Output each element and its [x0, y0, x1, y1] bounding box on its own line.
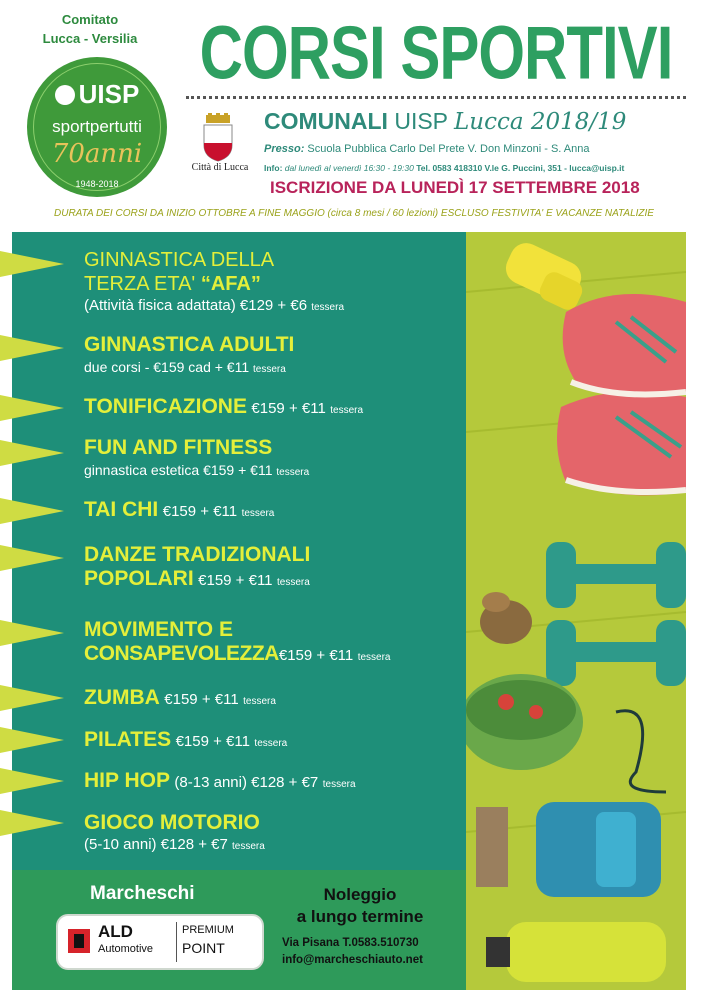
- tessera-label: tessera: [241, 508, 275, 519]
- course-afa-line2: [84, 272, 344, 296]
- logo-uisp: [27, 79, 167, 110]
- sponsor-address: Via Pisana T.0583.510730: [282, 937, 419, 949]
- logo-divider: [176, 922, 177, 962]
- course-arrow: [0, 498, 64, 524]
- water-bottle-icon: [486, 922, 666, 982]
- course-afa-line2-text: TERZA ETA': [84, 273, 196, 295]
- course-tai-chi: [84, 498, 274, 522]
- course-ginnastica-adulti: [84, 333, 294, 380]
- course-afa-sub-line: [84, 296, 344, 318]
- logo-years: 1948-2018: [75, 179, 119, 189]
- course-arrow: [0, 545, 64, 571]
- course-tonificazione: [84, 395, 363, 419]
- course-gioco-name: GIOCO MOTORIO: [84, 811, 260, 834]
- info-line: [264, 163, 624, 173]
- course-mov-line2-row: [84, 642, 391, 666]
- course-danze-line1: DANZE TRADIZIONALI: [84, 543, 311, 566]
- course-arrow: [0, 335, 64, 361]
- course-fun-name: FUN AND FITNESS: [84, 436, 273, 459]
- course-arrow: [0, 620, 64, 646]
- logo-anni: 70anni: [51, 139, 143, 169]
- tessera-label: tessera: [357, 652, 391, 663]
- noleggio-heading: [280, 884, 440, 928]
- course-hip-hop: [84, 769, 356, 793]
- tessera-label: tessera: [276, 467, 310, 478]
- course-danze-line2: POPOLARI: [84, 567, 194, 590]
- course-hiphop-name: HIP HOP: [84, 769, 170, 792]
- info-contact: Tel. 0583 418310 V.le G. Puccini, 351 - lucca@uisp.it: [416, 163, 625, 173]
- comunali-heading: [264, 108, 626, 135]
- presso-line: [264, 143, 590, 155]
- sponsor-email: info@marcheschiauto.net: [282, 954, 423, 966]
- presso-label: Presso:: [264, 143, 305, 155]
- course-hiphop-price: (8-13 anni) €128 + €7: [174, 774, 319, 791]
- course-arrow: [0, 685, 64, 711]
- course-mov-line1: MOVIMENTO E: [84, 618, 233, 641]
- course-zumba: [84, 686, 276, 710]
- comitato-line1: Comitato: [61, 12, 119, 27]
- course-adulti-name: GINNASTICA ADULTI: [84, 333, 295, 356]
- course-adulti-sub: due corsi - €159 cad + €11: [84, 359, 250, 375]
- comunali-uisp: UISP: [394, 108, 448, 134]
- course-fun-sub: ginnastica estetica €159 + €11: [84, 462, 273, 478]
- course-danze-tradizionali: [84, 543, 310, 591]
- course-arrow: [0, 727, 64, 753]
- citta-di-lucca-label: Città di Lucca: [191, 162, 249, 173]
- logo-uisp-text: UISP: [78, 79, 140, 109]
- durata-note: DURATA DEI CORSI DA INIZIO OTTOBRE A FINE MAGGIO (circa 8 mesi / 60 lezioni) ESCLUSO FESTIVITA' E VACANZE NATALIZIE: [54, 208, 654, 219]
- iscrizione-date: ISCRIZIONE DA LUNEDÌ 17 SETTEMBRE 2018: [270, 178, 640, 197]
- noleggio-line1: Noleggio: [323, 885, 397, 904]
- comunali-city-year: Lucca 2018/19: [454, 109, 627, 135]
- course-fun-and-fitness: [84, 436, 309, 483]
- fitness-equipment-image: [466, 232, 686, 990]
- tessera-label: tessera: [311, 302, 345, 313]
- comitato-line2: Lucca - Versilia: [42, 31, 138, 46]
- ald-line1: ALD: [98, 922, 133, 941]
- course-gioco-sub-line: [84, 835, 265, 857]
- lucca-crest-icon: [198, 113, 238, 163]
- tessera-label: tessera: [254, 738, 288, 749]
- ald-square-icon: [68, 929, 90, 953]
- course-arrow: [0, 440, 64, 466]
- course-afa-sub: (Attività fisica adattata) €129 + €6: [84, 297, 308, 314]
- noleggio-line2: a lungo termine: [296, 907, 424, 926]
- course-fun-sub-line: [84, 460, 309, 483]
- course-mov-line2: CONSAPEVOLEZZA: [84, 642, 279, 665]
- granola-bar-icon: [476, 807, 508, 887]
- tessera-label: tessera: [322, 779, 356, 790]
- course-arrow: [0, 395, 64, 421]
- sponsor-name: Marcheschi: [90, 883, 195, 904]
- tessera-label: tessera: [243, 696, 276, 707]
- tessera-label: tessera: [276, 577, 310, 588]
- tessera-label: tessera: [232, 841, 265, 852]
- tessera-label: tessera: [330, 405, 364, 416]
- uisp-70-anni-logo: [27, 57, 167, 197]
- course-danze-price: €159 + €11: [198, 572, 273, 589]
- info-label: Info:: [264, 163, 283, 173]
- course-afa-line1: GINNASTICA DELLA: [84, 249, 275, 271]
- course-afa-tag: “AFA”: [200, 273, 261, 295]
- dotted-divider: [186, 96, 686, 99]
- ald-line2: Automotive: [98, 943, 154, 955]
- course-arrow: [0, 251, 64, 277]
- armband-icon: [536, 802, 661, 897]
- course-zumba-name: ZUMBA: [84, 686, 160, 709]
- course-tai-name: TAI CHI: [84, 498, 159, 521]
- ald-automotive-logo: [56, 914, 264, 970]
- presso-text: Scuola Pubblica Carlo Del Prete V. Don Minzoni - S. Anna: [307, 143, 590, 155]
- info-hours: dal lunedì al venerdì 16:30 - 19:30: [284, 163, 414, 173]
- course-mov-price: €159 + €11: [278, 647, 354, 664]
- sponsor-contact: [282, 935, 423, 969]
- page-title: CORSI SPORTIVI: [199, 10, 673, 95]
- course-arrow: [0, 768, 64, 794]
- comunali-bold: COMUNALI: [264, 108, 388, 134]
- premium-line1: PREMIUM: [182, 924, 234, 936]
- logo-tagline: sportpertutti: [52, 117, 142, 136]
- course-zumba-price: €159 + €11: [164, 691, 239, 708]
- course-pilates: [84, 728, 287, 752]
- course-gioco-sub: (5-10 anni) €128 + €7: [84, 836, 228, 853]
- course-adulti-sub-line: [84, 357, 294, 380]
- course-tai-price: €159 + €11: [162, 503, 238, 520]
- course-pilates-price: €159 + €11: [175, 733, 250, 750]
- course-tonif-price: €159 + €11: [251, 400, 326, 417]
- tessera-label: tessera: [253, 364, 286, 375]
- course-afa: [84, 248, 344, 318]
- fitness-photo: [466, 232, 686, 990]
- comitato-label: [20, 10, 160, 48]
- course-tonif-name: TONIFICAZIONE: [84, 395, 247, 418]
- course-gioco-motorio: [84, 811, 265, 857]
- globe-icon: [55, 85, 75, 105]
- premium-line2: POINT: [182, 940, 225, 956]
- course-pilates-name: PILATES: [84, 728, 172, 751]
- course-arrow: [0, 810, 64, 836]
- course-danze-line2-row: [84, 567, 310, 591]
- course-movimento-consapevolezza: [84, 618, 391, 666]
